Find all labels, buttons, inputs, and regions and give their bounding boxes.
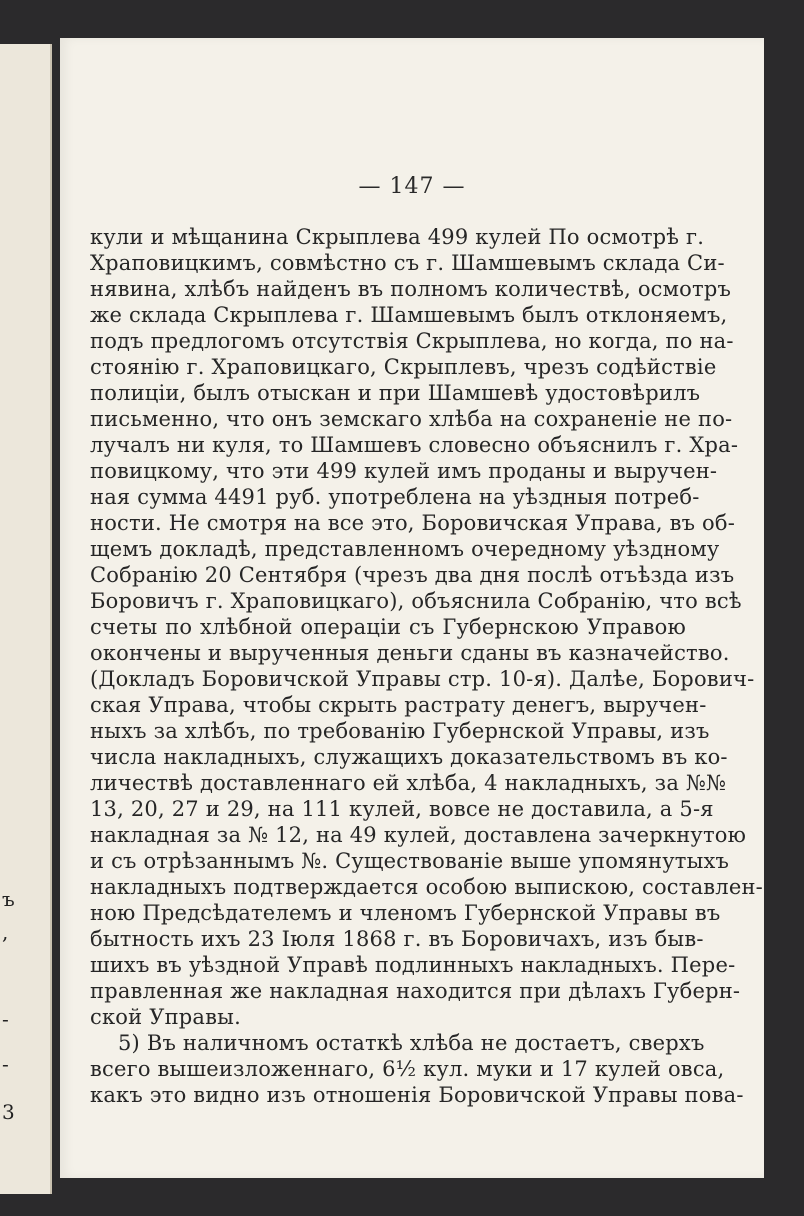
left-page-edge [0,44,52,1194]
body-text [90,224,763,1108]
text-line: ская Управа, чтобы скрыть растрату денегъ, выручен- [90,693,707,717]
text-line: Собранію 20 Сентября (чрезъ два дня послѣ отъѣзда изъ [90,563,735,587]
text-line: всего вышеизложеннаго, 6½ кул. муки и 17 кулей овса, [90,1057,725,1081]
text-line: бытность ихъ 23 Іюля 1868 г. въ Боровичахъ, изъ быв- [90,927,704,951]
text-line: числа накладныхъ, служащихъ доказательствомъ въ ко- [90,745,728,769]
text-line: ской Управы. [90,1005,241,1029]
text-line: окончены и вырученныя деньги сданы въ казначейство. [90,641,730,665]
text-line: и съ отрѣзаннымъ №. Существованіе выше упомянутыхъ [90,849,730,873]
text-line: стоянію г. Храповицкаго, Скрыплевъ, чрезъ содѣйствіе [90,355,717,379]
text-line: Храповицкимъ, совмѣстно съ г. Шамшевымъ склада Си- [90,251,725,275]
text-line: счеты по хлѣбной операціи съ Губернскою Управою [90,615,686,639]
document-page [60,38,764,1178]
text-line: шихъ въ уѣздной Управѣ подлинныхъ накладныхъ. Пере- [90,953,736,977]
text-line: правленная же накладная находится при дѣлахъ Губерн- [90,979,741,1003]
text-line: щемъ докладѣ, представленномъ очередному уѣздному [90,537,720,561]
text-line: Боровичъ г. Храповицкаго), объяснила Собранію, что всѣ [90,589,742,613]
text-line: накладная за № 12, на 49 кулей, доставлена зачеркнутою [90,823,747,847]
text-line: письменно, что онъ земскаго хлѣба на сохраненіе не по- [90,407,733,431]
text-line: же склада Скрыплева г. Шамшевымъ былъ отклоняемъ, [90,303,728,327]
text-line: подъ предлогомъ отсутствія Скрыплева, но когда, по на- [90,329,734,353]
text-line: ною Предсѣдателемъ и членомъ Губернской Управы въ [90,901,721,925]
text-line: 5) Въ наличномъ остаткѣ хлѣба не достаетъ, сверхъ [118,1031,705,1055]
text-line: нявина, хлѣбъ найденъ въ полномъ количествѣ, осмотръ [90,277,732,301]
text-line: полиціи, былъ отыскан и при Шамшевѣ удостовѣрилъ [90,381,701,405]
left-page-mark: - [2,1007,9,1031]
text-line: повицкому, что эти 499 кулей имъ проданы и выручен- [90,459,718,483]
text-line: (Докладъ Боровичской Управы стр. 10-я). Далѣе, Борович- [90,667,755,691]
left-page-mark: ъ [2,887,15,911]
left-page-mark: 3 [2,1100,15,1124]
text-line: накладныхъ подтверждается особою выпискою, составлен- [90,875,763,899]
text-line: лучалъ ни куля, то Шамшевъ словесно объяснилъ г. Хра- [90,433,739,457]
text-line: ности. Не смотря на все это, Боровичская Управа, въ об- [90,511,736,535]
page-number: — 147 — [358,174,466,199]
text-line: 13, 20, 27 и 29, на 111 кулей, вовсе не доставила, а 5-я [90,797,714,821]
left-page-mark: - [2,1052,9,1076]
text-line: ная сумма 4491 руб. употреблена на уѣздныя потреб- [90,485,700,509]
text-line: кули и мѣщанина Скрыплева 499 кулей По осмотрѣ г. [90,225,705,249]
text-line: личествѣ доставленнаго ей хлѣба, 4 накладныхъ, за №№ [90,771,727,795]
text-line: ныхъ за хлѣбъ, по требованію Губернской Управы, изъ [90,719,710,743]
left-page-mark: , [2,920,9,944]
text-line: какъ это видно изъ отношенія Боровичской Управы пова- [90,1083,744,1107]
